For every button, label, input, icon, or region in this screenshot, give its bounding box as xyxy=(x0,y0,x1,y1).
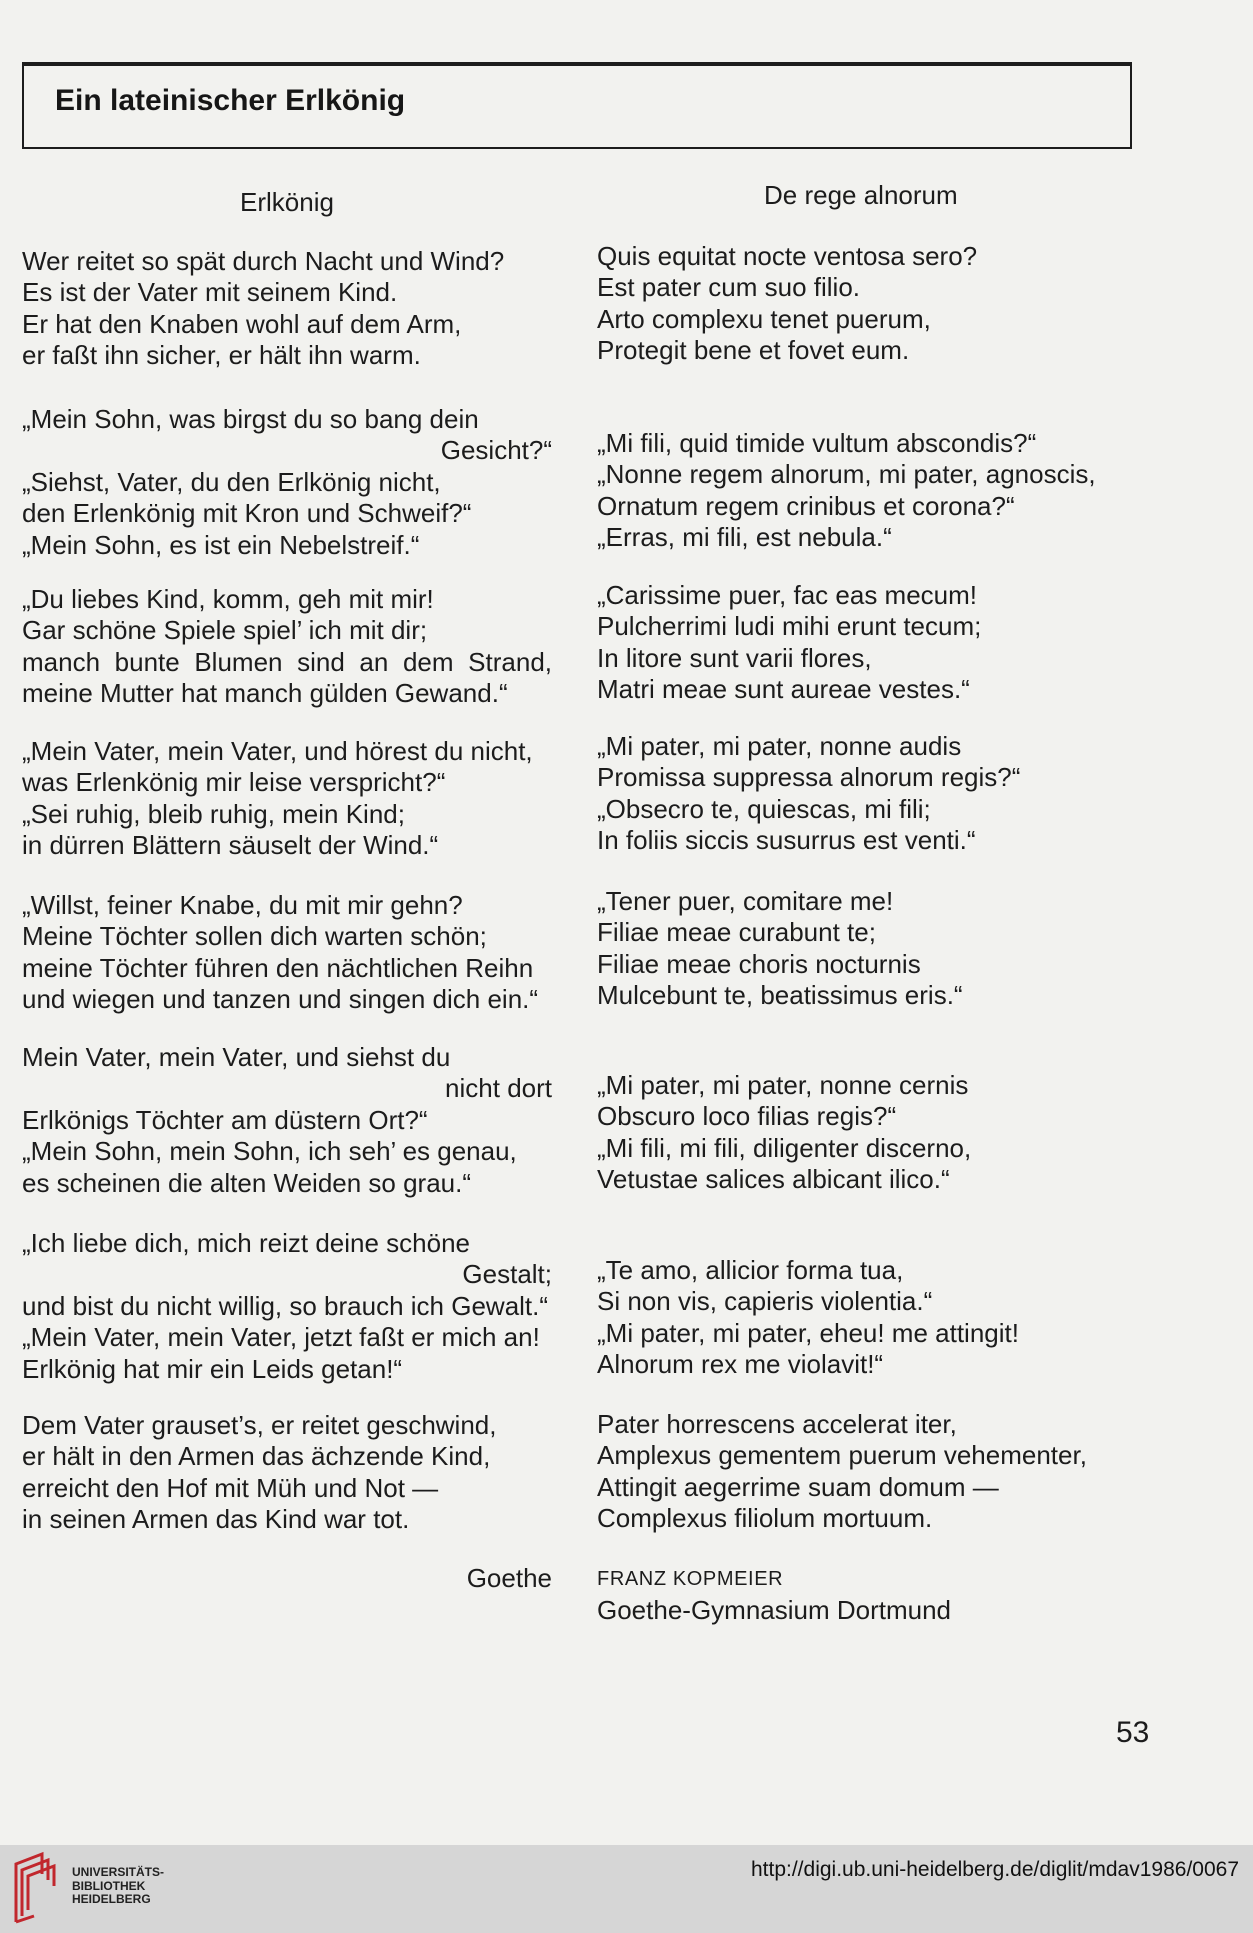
latin-line: Ornatum regem crinibus et corona?“ xyxy=(597,490,1015,521)
german-line: Meine Töchter sollen dich warten schön; xyxy=(22,921,487,952)
latin-line: Alnorum rex me violavit!“ xyxy=(597,1349,884,1380)
german-stanza xyxy=(22,1042,552,1199)
latin-line: Arto complexu tenet puerum, xyxy=(597,303,931,334)
latin-line: „Mi pater, mi pater, eheu! me attingit! xyxy=(597,1317,1019,1348)
latin-line: Filiae meae choris nocturnis xyxy=(597,948,921,979)
latin-line: In litore sunt varii flores, xyxy=(597,642,872,673)
german-line: meine Töchter führen den nächtlichen Reihn xyxy=(22,952,534,983)
footer-bar xyxy=(0,1845,1253,1933)
latin-line: Obscuro loco filias regis?“ xyxy=(597,1101,897,1132)
latin-line: Filiae meae curabunt te; xyxy=(597,917,876,948)
latin-line: „Mi fili, mi fili, diligenter discerno, xyxy=(597,1132,972,1163)
german-line: Er hat den Knaben wohl auf dem Arm, xyxy=(22,308,462,339)
german-line: Gestalt; xyxy=(462,1259,552,1290)
latin-line: „Tener puer, comitare me! xyxy=(597,886,894,916)
latin-line: Quis equitat nocte ventosa sero? xyxy=(597,241,978,271)
german-stanza xyxy=(22,890,552,1016)
latin-line: Pulcherrimi ludi mihi erunt tecum; xyxy=(597,611,982,642)
german-line: „Mein Sohn, es ist ein Nebelstreif.“ xyxy=(22,529,420,560)
german-signature-block xyxy=(22,1563,552,1594)
german-line: „Mein Vater, mein Vater, jetzt faßt er mich an! xyxy=(22,1322,540,1353)
article-title: Ein lateinischer Erlkönig xyxy=(55,84,406,117)
latin-line: Protegit bene et fovet eum. xyxy=(597,335,910,366)
latin-line: „Erras, mi fili, est nebula.“ xyxy=(597,522,892,553)
library-name-line: UNIVERSITÄTS- xyxy=(72,1865,165,1879)
german-line: „Du liebes Kind, komm, geh mit mir! xyxy=(22,584,434,614)
german-line: Erlkönigs Töchter am düstern Ort?“ xyxy=(22,1104,428,1135)
german-stanza xyxy=(22,736,552,862)
german-line: „Ich liebe dich, mich reizt deine schöne xyxy=(22,1228,471,1258)
german-line: nicht dort xyxy=(445,1073,552,1104)
latin-line: Vetustae salices albicant ilico.“ xyxy=(597,1164,950,1195)
latin-line: Complexus filiolum mortuum. xyxy=(597,1503,933,1534)
latin-stanza xyxy=(597,580,1157,706)
german-line: „Siehst, Vater, du den Erlkönig nicht, xyxy=(22,466,441,497)
latin-stanza xyxy=(597,886,1157,1012)
translator-name: FRANZ KOPMEIER xyxy=(597,1568,784,1590)
german-line: „Mein Sohn, mein Sohn, ich seh’ es genau, xyxy=(22,1136,517,1167)
latin-line: Promissa suppressa alnorum regis?“ xyxy=(597,762,1021,793)
latin-line: „Obsecro te, quiescas, mi fili; xyxy=(597,793,931,824)
german-line: manch bunte Blumen sind an dem Strand, xyxy=(22,646,552,677)
latin-stanza xyxy=(597,1070,1157,1196)
german-stanza xyxy=(22,246,552,372)
german-line: „Willst, feiner Knabe, du mit mir gehn? xyxy=(22,890,463,920)
german-stanza xyxy=(22,1228,552,1385)
latin-line: „Mi pater, mi pater, nonne cernis xyxy=(597,1070,969,1100)
german-stanza xyxy=(22,404,552,561)
latin-line: „Mi pater, mi pater, nonne audis xyxy=(597,731,962,761)
latin-line: In foliis siccis susurrus est venti.“ xyxy=(597,825,976,856)
latin-line: Mulcebunt te, beatissimus eris.“ xyxy=(597,980,963,1011)
latin-line: „Carissime puer, fac eas mecum! xyxy=(597,580,978,610)
latin-poem-heading: De rege alnorum xyxy=(764,180,958,210)
latin-stanza xyxy=(597,1255,1157,1381)
german-line: er hält in den Armen das ächzende Kind, xyxy=(22,1441,491,1472)
german-line: „Sei ruhig, bleib ruhig, mein Kind; xyxy=(22,798,405,829)
german-line: meine Mutter hat manch gülden Gewand.“ xyxy=(22,678,508,709)
latin-line: Matri meae sunt aureae vestes.“ xyxy=(597,674,970,705)
german-line: Mein Vater, mein Vater, und siehst du xyxy=(22,1042,451,1072)
german-line: es scheinen die alten Weiden so grau.“ xyxy=(22,1167,472,1198)
latin-line: Pater horrescens accelerat iter, xyxy=(597,1409,957,1439)
german-line: in dürren Blättern säuselt der Wind.“ xyxy=(22,830,439,861)
german-line: Dem Vater grauset’s, er reitet geschwind, xyxy=(22,1410,497,1440)
latin-signature-block xyxy=(597,1564,1157,1627)
author-signature: Goethe xyxy=(466,1563,552,1593)
ub-heidelberg-logo-icon xyxy=(12,1850,64,1926)
latin-stanza xyxy=(597,1409,1157,1535)
library-name xyxy=(72,1866,164,1907)
german-line: in seinen Armen das Kind war tot. xyxy=(22,1504,410,1535)
latin-stanza xyxy=(597,241,1157,367)
latin-line: „Mi fili, quid timide vultum abscondis?“ xyxy=(597,428,1037,458)
german-line: erreicht den Hof mit Müh und Not — xyxy=(22,1472,439,1503)
german-line: was Erlenkönig mir leise verspricht?“ xyxy=(22,767,446,798)
latin-line: Est pater cum suo filio. xyxy=(597,272,860,303)
german-line: Gar schöne Spiele spiel’ ich mit dir; xyxy=(22,615,428,646)
library-name-line: BIBLIOTHEK xyxy=(72,1878,146,1893)
translator-affiliation: Goethe-Gymnasium Dortmund xyxy=(597,1595,952,1626)
latin-line: Si non vis, capieris violentia.“ xyxy=(597,1286,933,1317)
german-line: Erlkönig hat mir ein Leids getan!“ xyxy=(22,1353,403,1384)
latin-stanza xyxy=(597,731,1157,857)
library-name-line: HEIDELBERG xyxy=(72,1892,151,1906)
latin-line: „Te amo, allicior forma tua, xyxy=(597,1255,904,1285)
german-poem-heading: Erlkönig xyxy=(240,187,334,217)
german-line: und wiegen und tanzen und singen dich ein.“ xyxy=(22,984,539,1015)
latin-line: Attingit aegerrime suam domum — xyxy=(597,1471,999,1502)
german-line: er faßt ihn sicher, er hält ihn warm. xyxy=(22,340,421,371)
german-line: „Mein Vater, mein Vater, und hörest du nicht, xyxy=(22,736,533,766)
latin-line: Amplexus gementem puerum vehementer, xyxy=(597,1440,1087,1471)
german-line: Es ist der Vater mit seinem Kind. xyxy=(22,277,398,308)
german-stanza xyxy=(22,584,552,710)
latin-line: „Nonne regem alnorum, mi pater, agnoscis, xyxy=(597,459,1096,490)
german-line: Wer reitet so spät durch Nacht und Wind? xyxy=(22,246,505,276)
german-line: Gesicht?“ xyxy=(440,435,552,466)
german-line: „Mein Sohn, was birgst du so bang dein xyxy=(22,404,479,434)
german-stanza xyxy=(22,1410,552,1536)
latin-stanza xyxy=(597,428,1157,554)
german-line: den Erlenkönig mit Kron und Schweif?“ xyxy=(22,498,472,529)
page-number: 53 xyxy=(1116,1716,1150,1749)
source-url-link[interactable]: http://digi.ub.uni-heidelberg.de/diglit/mdav1986/0067 xyxy=(750,1858,1239,1881)
german-line: und bist du nicht willig, so brauch ich Gewalt.“ xyxy=(22,1290,549,1321)
